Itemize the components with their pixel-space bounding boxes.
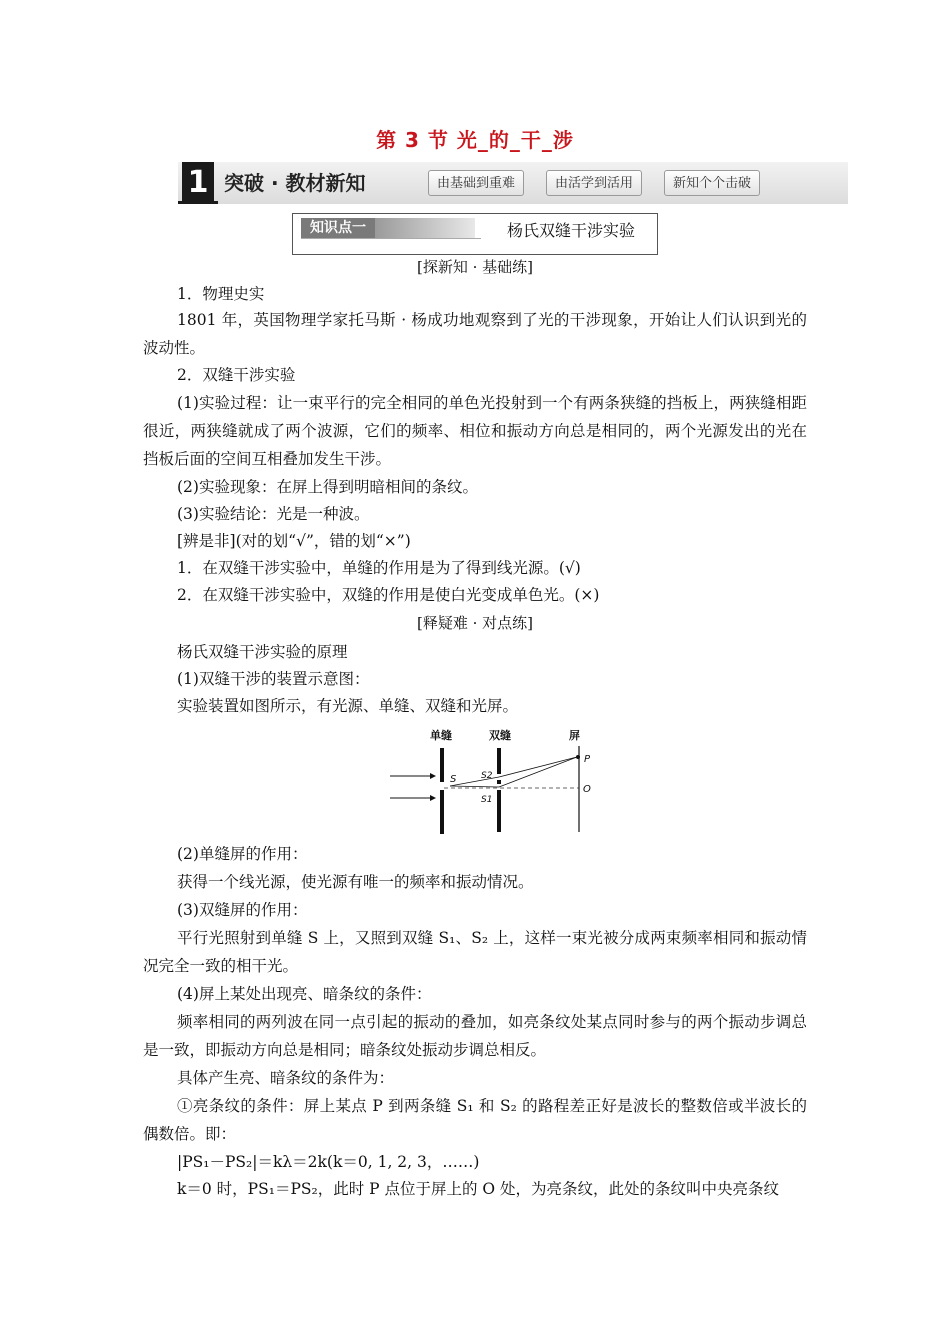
heading-experiment: 2．双缝干涉实验 <box>177 366 296 384</box>
knowledge-point-tag: 知识点一 <box>301 218 375 238</box>
paragraph-history: 1801 年，英国物理学家托马斯 · 杨成功地观察到了光的干涉现象，开始让人们认识到光的波动性。 <box>143 311 807 357</box>
label-double-slit: 双缝 <box>489 729 511 742</box>
page-title: 第 3 节 光_的_干_涉 <box>376 128 574 152</box>
paragraph-double-slit-role: 平行光照射到单缝 S 上，又照到双缝 S₁、S₂ 上，这样一束光被分成两束频率相同和振动情况完全一致的相干光。 <box>143 929 807 975</box>
label-s: S <box>450 774 457 785</box>
tab-master-each-point[interactable]: 新知个个击破 <box>664 170 760 196</box>
paragraph-setup-diagram: (1)双缝干涉的装置示意图： <box>177 670 370 688</box>
label-s2: S2 <box>481 771 493 781</box>
heading-single-slit-role: (2)单缝屏的作用： <box>177 845 308 863</box>
paragraph-bright-condition: ①亮条纹的条件：屏上某点 P 到两条缝 S₁ 和 S₂ 的路程差正好是波长的整数倍或半波长的偶数倍。即： <box>143 1097 807 1143</box>
ray-s1-to-p <box>499 757 577 787</box>
paragraph-principle-title: 杨氏双缝干涉实验的原理 <box>177 643 348 661</box>
label-p: P <box>584 754 591 765</box>
paragraph-setup-description: 实验装置如图所示，有光源、单缝、双缝和光屏。 <box>177 697 519 715</box>
ray-s-to-s1 <box>450 786 499 787</box>
arrowhead-top <box>430 773 436 779</box>
tag-decoration <box>375 218 475 238</box>
paragraph-phenomenon: (2)实验现象：在屏上得到明暗相间的条纹。 <box>177 478 478 496</box>
paragraph-process: (1)实验过程：让一束平行的完全相同的单色光投射到一个有两条狭缝的挡板上，两狭缝相距很近，两狭缝就成了两个波源，它们的频率、相位和振动方向总是相同的，两个光源发出的光在挡板后面的空间互相叠加发生干涉。 <box>143 394 807 468</box>
tag-underline <box>301 238 481 239</box>
paragraph-superposition: 频率相同的两列波在同一点引起的振动的叠加，如亮条纹处某点同时参与的两个振动步调总是一致，即振动方向总是相同；暗条纹处振动步调总相反。 <box>143 1013 807 1059</box>
true-false-item-1: 1．在双缝干涉实验中，单缝的作用是为了得到线光源。(√) <box>177 559 581 577</box>
tab-learn-to-apply[interactable]: 由活学到活用 <box>546 170 642 196</box>
knowledge-point-header <box>292 213 658 255</box>
heading-history: 1．物理史实 <box>177 285 265 303</box>
knowledge-point-title: 杨氏双缝干涉实验 <box>507 221 636 240</box>
section-label-explain: [释疑难 · 对点练] <box>416 614 533 632</box>
heading-double-slit-role: (3)双缝屏的作用： <box>177 901 308 919</box>
true-false-item-2: 2．在双缝干涉实验中，双缝的作用是使白光变成单色光。(×) <box>177 586 600 604</box>
label-o: O <box>583 784 591 795</box>
formula-path-difference: |PS₁－PS₂|＝kλ＝2k(k＝0, 1, 2, 3，……) <box>177 1153 480 1171</box>
heading-fringe-conditions: (4)屏上某处出现亮、暗条纹的条件： <box>177 985 432 1003</box>
paragraph-central-fringe: k＝0 时，PS₁＝PS₂，此时 P 点位于屏上的 O 处，为亮条纹，此处的条纹叫中央亮条纹 <box>177 1180 780 1198</box>
section-label-explore: [探新知 · 基础练] <box>416 258 533 276</box>
arrowhead-bottom <box>430 795 436 801</box>
double-slit-diagram <box>386 722 606 840</box>
paragraph-conclusion: (3)实验结论：光是一种波。 <box>177 505 370 523</box>
tab-basics-to-difficulty[interactable]: 由基础到重难 <box>428 170 524 196</box>
section-banner <box>178 162 848 204</box>
true-false-heading: [辨是非](对的划“√”，错的划“×”) <box>177 532 411 550</box>
banner-title: 突破 · 教材新知 <box>224 171 366 195</box>
label-screen: 屏 <box>569 729 580 742</box>
banner-number: 1 <box>182 162 214 204</box>
point-p <box>576 755 580 759</box>
ray-s2-to-p <box>499 757 577 777</box>
label-s1: S1 <box>481 795 493 805</box>
label-single-slit: 单缝 <box>430 729 452 742</box>
paragraph-single-slit-role: 获得一个线光源，使光源有唯一的频率和振动情况。 <box>177 873 534 891</box>
paragraph-specific-conditions: 具体产生亮、暗条纹的条件为： <box>177 1069 395 1087</box>
